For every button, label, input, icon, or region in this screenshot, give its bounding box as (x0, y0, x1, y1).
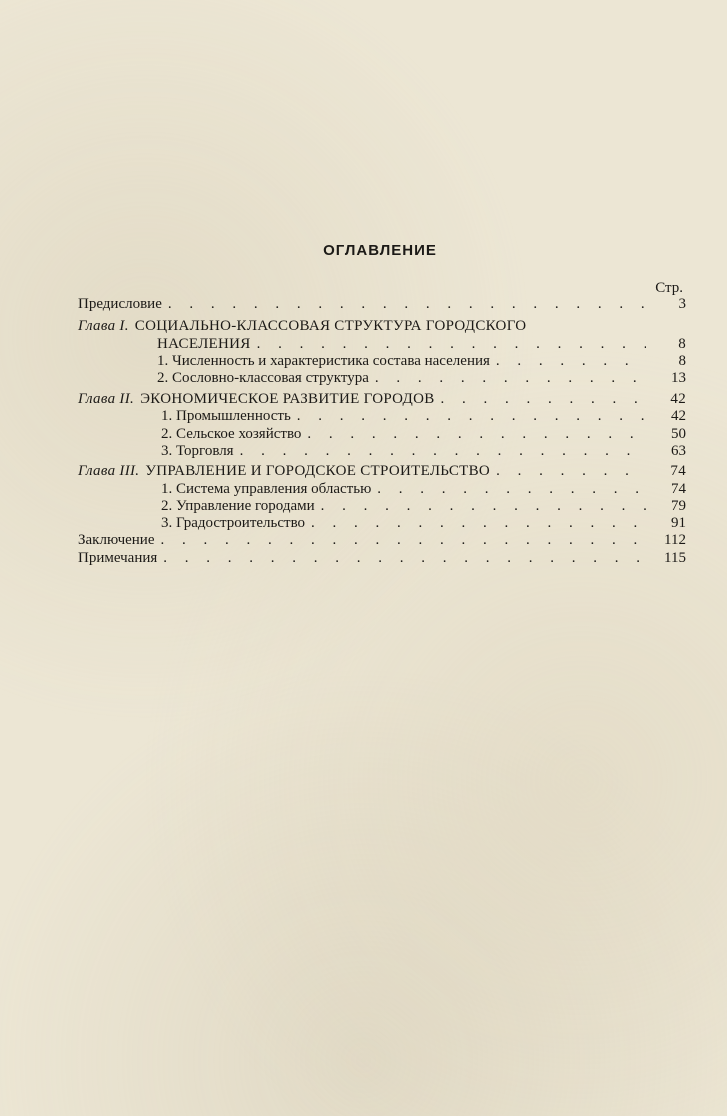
entry-page: 50 (671, 426, 686, 442)
toc-entry-ch3-section-3 (161, 515, 686, 532)
toc-entry-ch2-section-3 (161, 443, 686, 460)
entry-page: 42 (670, 391, 686, 407)
toc-entry-notes (78, 550, 686, 567)
entry-page: 112 (664, 532, 686, 548)
dot-leader (163, 550, 646, 567)
entry-title: 2. Управление городами (161, 498, 315, 514)
dot-leader (377, 481, 646, 498)
toc-entry-ch1-section-1 (157, 353, 686, 370)
entry-title: 2. Сельское хозяйство (161, 426, 302, 442)
chapter-label: Глава II. (78, 391, 135, 407)
dot-leader (257, 336, 646, 353)
dot-leader (161, 532, 647, 549)
chapter-title: УПРАВЛЕНИЕ И ГОРОДСКОЕ СТРОИТЕЛЬСТВО (145, 463, 491, 479)
entry-page: 79 (671, 498, 686, 514)
toc-entry-ch1-section-2 (157, 370, 686, 387)
entry-title: 3. Градостроительство (161, 515, 306, 531)
dot-leader (240, 443, 646, 460)
toc-entry-chapter-1-line1 (78, 318, 526, 335)
entry-page: 8 (678, 353, 686, 369)
chapter-label: Глава I. (78, 318, 129, 334)
entry-title: 3. Торговля (161, 443, 234, 459)
entry-page: 8 (678, 336, 686, 352)
chapter-title-cont: НАСЕЛЕНИЯ (157, 336, 251, 352)
dot-leader (496, 463, 646, 480)
toc-entry-chapter-1-line2 (157, 336, 686, 353)
entry-page: 74 (671, 481, 686, 497)
entry-page: 3 (678, 296, 686, 312)
entry-title: Заключение (78, 532, 155, 548)
dot-leader (297, 408, 646, 425)
chapter-title: ЭКОНОМИЧЕСКОЕ РАЗВИТИЕ ГОРОДОВ (140, 391, 435, 407)
entry-title: 1. Промышленность (161, 408, 291, 424)
toc-entry-conclusion (78, 532, 686, 549)
toc-heading: ОГЛАВЛЕНИЕ (323, 242, 437, 259)
dot-leader (168, 296, 646, 313)
chapter-label: Глава III. (78, 463, 140, 479)
dot-leader (311, 515, 646, 532)
toc-entry-preface (78, 296, 686, 313)
dot-leader (307, 426, 646, 443)
dot-leader (496, 353, 646, 370)
entry-page: 42 (671, 408, 686, 424)
dot-leader (441, 391, 646, 408)
entry-title: 1. Численность и характеристика состава населения (157, 353, 490, 369)
entry-title: Примечания (78, 550, 158, 566)
dot-leader (375, 370, 646, 387)
toc-entry-ch2-section-2 (161, 426, 686, 443)
entry-page: 63 (671, 443, 686, 459)
dot-leader (321, 498, 646, 515)
page-column-label: Стр. (655, 280, 683, 296)
toc-entry-chapter-2 (78, 391, 686, 408)
entry-title: Предисловие (78, 296, 162, 312)
toc-entry-ch3-section-2 (161, 498, 686, 515)
entry-page: 13 (671, 370, 686, 386)
toc-entry-ch2-section-1 (161, 408, 686, 425)
entry-title: 2. Сословно-классовая структура (157, 370, 369, 386)
entry-title: 1. Система управления областью (161, 481, 372, 497)
entry-page: 91 (671, 515, 686, 531)
entry-page: 115 (664, 550, 686, 566)
chapter-title: СОЦИАЛЬНО-КЛАССОВАЯ СТРУКТУРА ГОРОДСКОГО (134, 318, 527, 334)
toc-entry-chapter-3 (78, 463, 686, 480)
entry-page: 74 (670, 463, 686, 479)
toc-entry-ch3-section-1 (161, 481, 686, 498)
